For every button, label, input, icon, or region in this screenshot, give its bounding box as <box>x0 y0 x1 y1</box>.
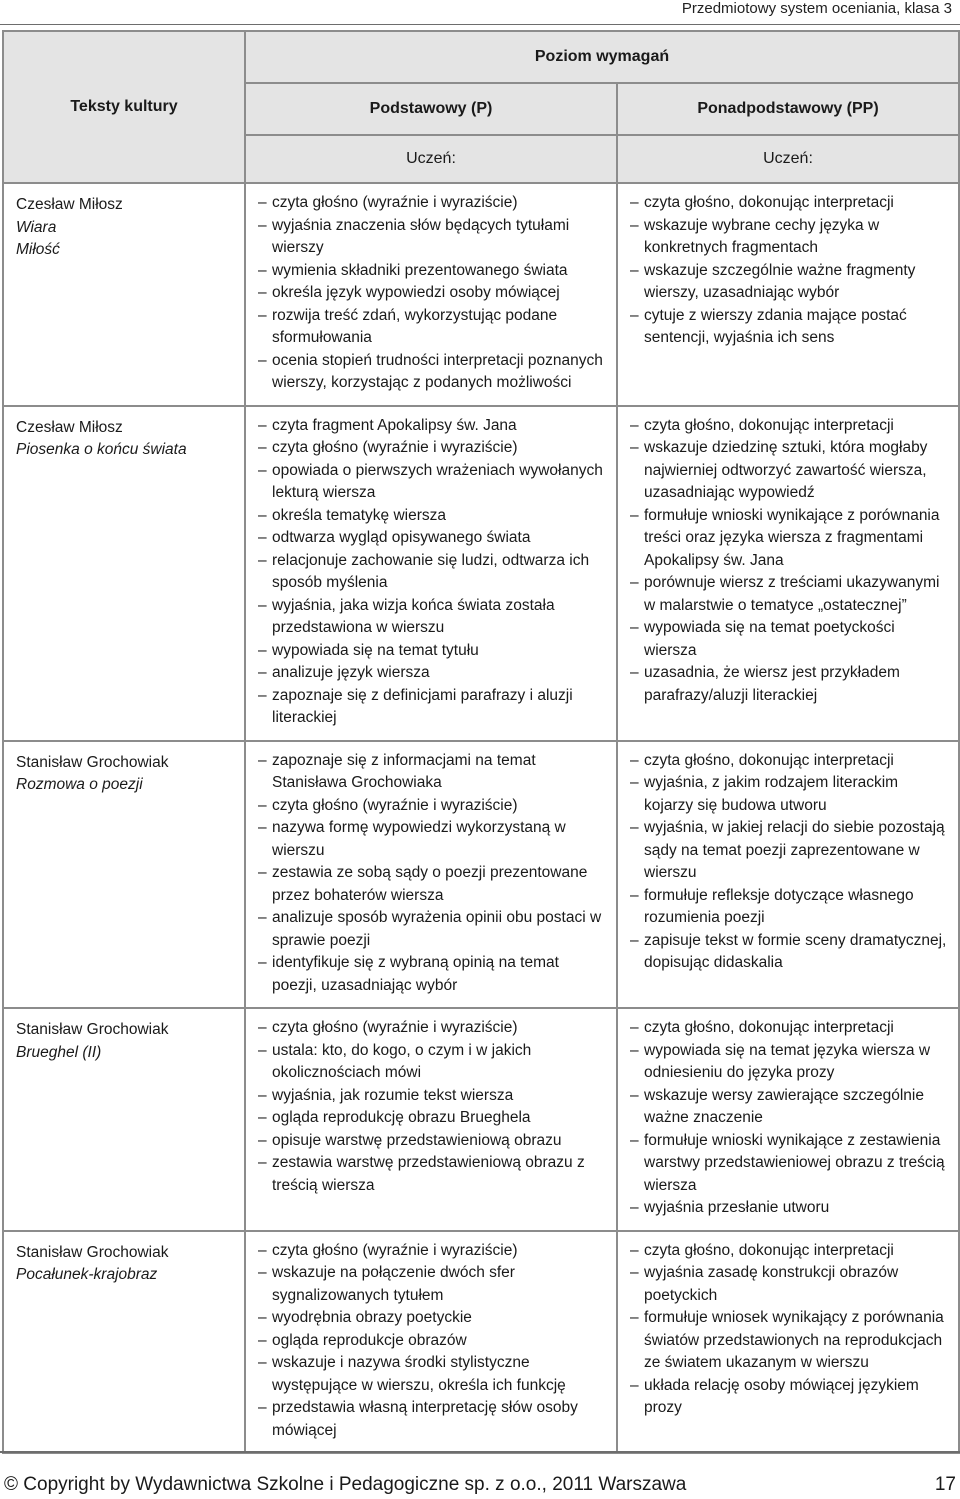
requirement-item: – wyjaśnia zasadę konstrukcji obrazów poetyckich <box>630 1262 950 1307</box>
requirement-item: – wyjaśnia przesłanie utworu <box>630 1197 950 1220</box>
requirement-item: – opisuje warstwę przedstawieniową obrazu <box>258 1130 608 1153</box>
basic-requirements-list <box>246 1232 616 1453</box>
requirement-item: – zapisuje tekst w formie sceny dramatycznej, dopisując didaskalia <box>630 930 950 975</box>
basic-level-header: Podstawowy (P) <box>245 83 617 135</box>
requirement-item: – wypowiada się na temat poetyckości wiersza <box>630 617 950 662</box>
basic-student-label: Uczeń: <box>245 135 617 183</box>
requirements-table <box>2 30 960 1454</box>
work-title: Pocałunek-krajobraz <box>16 1266 158 1283</box>
requirement-item: – analizuje język wiersza <box>258 662 608 685</box>
requirement-item: – formułuje wnioski wynikające z zestawienia warstwy przedstawieniowej obrazu z treścią wiersza <box>630 1130 950 1198</box>
requirement-item: – przedstawia własną interpretację słów osoby mówiącej <box>258 1397 608 1442</box>
requirement-item: – czyta głośno, dokonując interpretacji <box>630 750 950 773</box>
header-divider <box>0 24 960 25</box>
work-title: Wiara <box>16 218 57 236</box>
basic-requirements-list <box>246 1009 616 1207</box>
advanced-requirements-list <box>618 407 958 718</box>
culture-text-cell <box>3 183 245 406</box>
requirement-item: – analizuje sposób wyrażenia opinii obu postaci w sprawie poezji <box>258 907 608 952</box>
requirement-item: – czyta głośno, dokonując interpretacji <box>630 1240 950 1263</box>
work-title: Rozmowa o poezji <box>16 776 143 793</box>
advanced-level-header: Ponadpodstawowy (PP) <box>617 83 959 135</box>
requirement-item: – rozwija treść zdań, wykorzystując podane sformułowania <box>258 305 608 350</box>
requirement-item: – czyta głośno, dokonując interpretacji <box>630 192 950 215</box>
author-name: Stanisław Grochowiak <box>16 1243 169 1261</box>
advanced-requirements-list <box>618 742 958 985</box>
basic-requirements-cell <box>245 1231 617 1454</box>
requirement-item: – zapoznaje się z definicjami parafrazy i aluzji literackiej <box>258 685 608 730</box>
advanced-requirements-list <box>618 1232 958 1430</box>
requirement-item: – ogląda reprodukcje obrazów <box>258 1330 608 1353</box>
document-header-title: Przedmiotowy system oceniania, klasa 3 <box>681 0 952 17</box>
culture-text-cell <box>3 1231 245 1454</box>
requirement-item: – wskazuje wersy zawierające szczególnie ważne znaczenie <box>630 1085 950 1130</box>
level-header: Poziom wymagań <box>245 31 959 83</box>
requirement-item: – nazywa formę wypowiedzi wykorzystaną w wierszu <box>258 817 608 862</box>
requirement-item: – opowiada o pierwszych wrażeniach wywołanych lekturą wiersza <box>258 460 608 505</box>
advanced-requirements-cell <box>617 183 959 406</box>
requirement-item: – wskazuje dziedzinę sztuki, która mogłaby najwierniej odtworzyć zawartość wiersza, uzasadniając wypowiedź <box>630 437 950 505</box>
requirement-item: – uzasadnia, że wiersz jest przykładem parafrazy/aluzji literackiej <box>630 662 950 707</box>
table-body <box>3 183 959 1453</box>
requirement-item: – formułuje wniosek wynikający z porównania światów przedstawionych na reprodukcjach ze światem ukazanym w wierszu <box>630 1307 950 1375</box>
requirement-item: – wskazuje na połączenie dwóch sfer sygnalizowanych tytułem <box>258 1262 608 1307</box>
requirement-item: – wypowiada się na temat tytułu <box>258 640 608 663</box>
basic-requirements-list <box>246 742 616 1008</box>
advanced-requirements-cell <box>617 741 959 1009</box>
requirement-item: – wskazuje i nazywa środki stylistyczne występujące w wierszu, określa ich funkcję <box>258 1352 608 1397</box>
author-name: Czesław Miłosz <box>16 196 123 213</box>
culture-text-cell <box>3 406 245 741</box>
work-title: Brueghel (II) <box>16 1043 102 1061</box>
culture-text-cell <box>3 1008 245 1231</box>
requirement-item: – określa tematykę wiersza <box>258 505 608 528</box>
requirement-item: – czyta głośno (wyraźnie i wyraziście) <box>258 1017 608 1040</box>
table-row <box>3 1231 959 1454</box>
basic-requirements-cell <box>245 741 617 1009</box>
requirement-item: – określa język wypowiedzi osoby mówiącej <box>258 282 608 305</box>
work-title: Miłość <box>16 241 60 258</box>
requirement-item: – zestawia ze sobą sądy o poezji prezentowane przez bohaterów wiersza <box>258 862 608 907</box>
table-row <box>3 406 959 741</box>
requirement-item: – zestawia warstwę przedstawieniową obrazu z treścią wiersza <box>258 1152 608 1197</box>
requirement-item: – czyta fragment Apokalipsy św. Jana <box>258 415 608 438</box>
requirement-item: – ogląda reprodukcję obrazu Brueghela <box>258 1107 608 1130</box>
basic-requirements-cell <box>245 183 617 406</box>
requirement-item: – układa relację osoby mówiącej językiem prozy <box>630 1375 950 1420</box>
footer-divider <box>0 1451 960 1453</box>
advanced-requirements-cell <box>617 406 959 741</box>
requirement-item: – wymienia składniki prezentowanego świata <box>258 260 608 283</box>
requirement-item: – ocenia stopień trudności interpretacji poznanych wierszy, korzystając z podanych możliwości <box>258 350 608 395</box>
requirement-item: – wskazuje wybrane cechy języka w konkretnych fragmentach <box>630 215 950 260</box>
requirement-item: – wyjaśnia znaczenia słów będących tytułami wierszy <box>258 215 608 260</box>
table-row <box>3 1008 959 1231</box>
requirement-item: – czyta głośno (wyraźnie i wyraziście) <box>258 437 608 460</box>
requirement-item: – czyta głośno (wyraźnie i wyraziście) <box>258 795 608 818</box>
requirement-item: – formułuje refleksje dotyczące własnego rozumienia poezji <box>630 885 950 930</box>
page-number: 17 <box>934 1474 956 1495</box>
requirement-item: – formułuje wnioski wynikające z porównania treści oraz języka wiersza z fragmentami Apokalipsy św. Jana <box>630 505 950 573</box>
table-row <box>3 741 959 1009</box>
author-name: Czesław Miłosz <box>16 418 123 436</box>
requirement-item: – wyjaśnia, jak rozumie tekst wiersza <box>258 1085 608 1108</box>
table-row <box>3 183 959 406</box>
work-title: Piosenka o końcu świata <box>16 441 187 458</box>
requirement-item: – identyfikuje się z wybraną opinią na temat poezji, uzasadniając wybór <box>258 952 608 997</box>
requirement-item: – wyjaśnia, z jakim rodzajem literackim kojarzy się budowa utworu <box>630 772 950 817</box>
basic-requirements-cell <box>245 406 617 741</box>
requirement-item: – wyjaśnia, w jakiej relacji do siebie pozostają sądy na temat poezji zaprezentowane w wierszu <box>630 817 950 885</box>
requirement-item: – wyjaśnia, jaka wizja końca świata została przedstawiona w wierszu <box>258 595 608 640</box>
advanced-requirements-cell <box>617 1008 959 1231</box>
requirement-item: – czyta głośno, dokonując interpretacji <box>630 1017 950 1040</box>
requirement-item: – wyodrębnia obrazy poetyckie <box>258 1307 608 1330</box>
requirement-item: – relacjonuje zachowanie się ludzi, odtwarza ich sposób myślenia <box>258 550 608 595</box>
basic-requirements-list <box>246 407 616 740</box>
requirement-item: – wskazuje szczególnie ważne fragmenty wierszy, uzasadniając wybór <box>630 260 950 305</box>
author-name: Stanisław Grochowiak <box>16 1021 169 1038</box>
requirement-item: – ustala: kto, do kogo, o czym i w jakich okolicznościach mówi <box>258 1040 608 1085</box>
author-name: Stanisław Grochowiak <box>16 753 169 771</box>
requirement-item: – porównuje wiersz z treściami ukazywanymi w malarstwie o tematyce „ostatecznej” <box>630 572 950 617</box>
requirement-item: – czyta głośno (wyraźnie i wyraziście) <box>258 192 608 215</box>
footer-copyright: © Copyright by Wydawnictwa Szkolne i Pedagogiczne sp. z o.o., 2011 Warszawa <box>4 1474 687 1495</box>
basic-requirements-list <box>246 184 616 405</box>
requirement-item: – cytuje z wierszy zdania mające postać sentencji, wyjaśnia ich sens <box>630 305 950 350</box>
requirement-item: – zapoznaje się z informacjami na temat Stanisława Grochowiaka <box>258 750 608 795</box>
culture-text-cell <box>3 741 245 1009</box>
requirement-item: – czyta głośno (wyraźnie i wyraziście) <box>258 1240 608 1263</box>
advanced-requirements-cell <box>617 1231 959 1454</box>
advanced-requirements-list <box>618 1009 958 1230</box>
basic-requirements-cell <box>245 1008 617 1231</box>
requirement-item: – odtwarza wygląd opisywanego świata <box>258 527 608 550</box>
col-header-texts: Teksty kultury <box>3 31 245 183</box>
advanced-requirements-list <box>618 184 958 360</box>
advanced-student-label: Uczeń: <box>617 135 959 183</box>
requirement-item: – wypowiada się na temat języka wiersza w odniesieniu do języka prozy <box>630 1040 950 1085</box>
requirement-item: – czyta głośno, dokonując interpretacji <box>630 415 950 438</box>
